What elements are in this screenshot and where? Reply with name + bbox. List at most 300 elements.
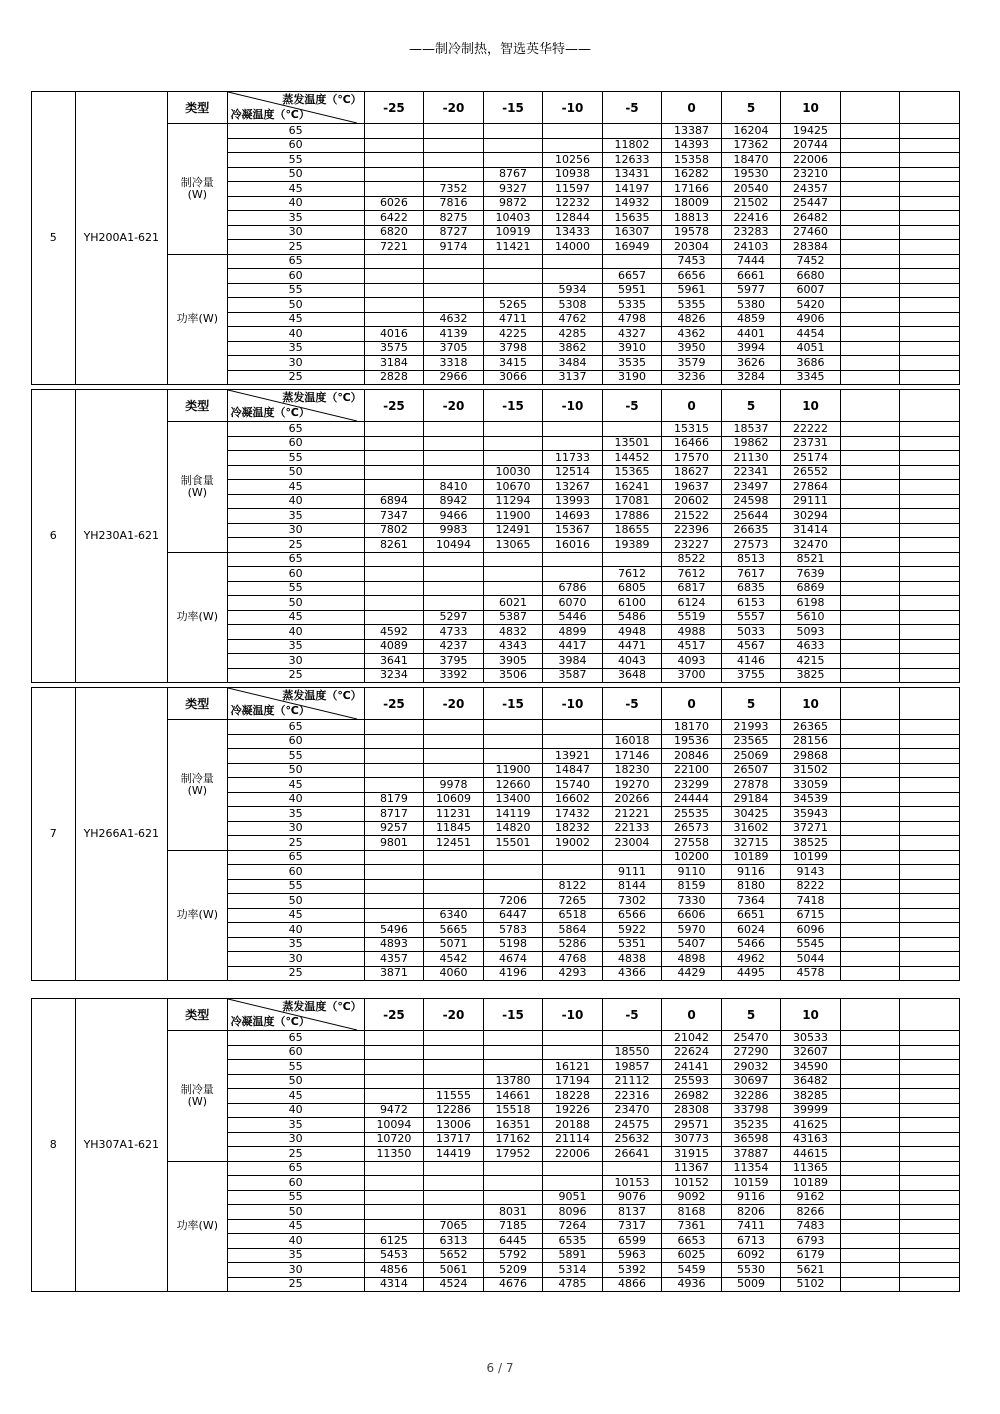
value-cell: 7418 [781,894,841,909]
value-cell: 23565 [721,734,781,749]
value-cell [840,625,900,640]
condensation-temp: 55 [227,451,364,466]
value-cell: 12491 [483,523,543,538]
value-cell [364,138,424,153]
table-row [32,1031,960,1046]
condensation-temp: 25 [227,966,364,981]
value-cell [364,312,424,327]
value-cell: 6786 [543,581,603,596]
value-cell [840,451,900,466]
value-cell [840,1147,900,1162]
value-cell: 9143 [781,865,841,880]
value-cell: 5453 [364,1248,424,1263]
value-cell: 4043 [602,654,662,669]
value-cell [840,269,900,284]
condensation-temp: 45 [227,480,364,495]
value-cell [840,596,900,611]
value-cell: 7330 [662,894,722,909]
value-cell [900,436,960,451]
evaporation-temp-header: -10 [543,390,603,422]
condensation-temp: 60 [227,865,364,880]
value-cell: 8222 [781,879,841,894]
value-cell: 5977 [721,283,781,298]
value-cell: 3484 [543,356,603,371]
value-cell: 9472 [364,1103,424,1118]
value-cell: 4196 [483,966,543,981]
value-cell: 8727 [424,225,484,240]
value-cell: 24575 [602,1118,662,1133]
value-cell: 5297 [424,610,484,625]
value-cell: 22006 [543,1147,603,1162]
value-cell [900,422,960,437]
condensation-temp: 55 [227,879,364,894]
value-cell [364,298,424,313]
value-cell: 4495 [721,966,781,981]
value-cell: 4429 [662,966,722,981]
value-cell: 6713 [721,1234,781,1249]
value-cell: 6024 [721,923,781,938]
value-cell [364,465,424,480]
evaporation-temp-header [840,688,900,720]
condensation-temp: 65 [227,124,364,139]
value-cell: 14661 [483,1089,543,1104]
value-cell: 24444 [662,792,722,807]
value-cell [364,167,424,182]
table-row [32,850,960,865]
evaporation-temp-label: 蒸发温度（℃） [282,1000,362,1013]
value-cell: 7206 [483,894,543,909]
value-cell [900,1060,960,1075]
value-cell: 8513 [721,552,781,567]
value-cell: 3795 [424,654,484,669]
value-cell: 4733 [424,625,484,640]
value-cell [900,625,960,640]
value-cell: 5407 [662,937,722,952]
value-cell: 5314 [543,1263,603,1278]
value-cell: 12286 [424,1103,484,1118]
condensation-temp: 45 [227,908,364,923]
value-cell: 6179 [781,1248,841,1263]
value-cell: 5530 [721,1263,781,1278]
value-cell: 5355 [662,298,722,313]
evaporation-temp-header: 5 [721,390,781,422]
value-cell: 6805 [602,581,662,596]
value-cell [840,654,900,669]
value-cell: 37887 [721,1147,781,1162]
value-cell: 27460 [781,225,841,240]
evaporation-temp-header: -20 [424,999,484,1031]
value-cell: 17162 [483,1132,543,1147]
value-cell: 25644 [721,509,781,524]
value-cell [364,436,424,451]
value-cell [424,283,484,298]
evaporation-temp-header: 0 [662,688,722,720]
value-cell: 3345 [781,370,841,385]
value-cell [840,124,900,139]
value-cell [900,821,960,836]
value-cell: 4366 [602,966,662,981]
value-cell [840,370,900,385]
value-cell [900,124,960,139]
temperature-diagonal-header [227,390,364,422]
value-cell: 23497 [721,480,781,495]
value-cell: 7221 [364,240,424,255]
value-cell: 27290 [721,1045,781,1060]
type-header: 类型 [168,688,228,720]
value-cell [602,850,662,865]
value-cell: 15635 [602,211,662,226]
block-label-text: 制冷量 (W) [180,175,214,201]
value-cell: 22222 [781,422,841,437]
type-header: 类型 [168,92,228,124]
value-cell: 28384 [781,240,841,255]
value-cell [900,581,960,596]
value-cell: 32470 [781,538,841,553]
value-cell [364,1045,424,1060]
value-cell: 13387 [662,124,722,139]
value-cell: 19637 [662,480,722,495]
value-cell: 5951 [602,283,662,298]
value-cell [900,1132,960,1147]
value-cell [424,465,484,480]
value-cell: 3392 [424,668,484,683]
block-type-label: 功率(W) [168,254,228,385]
value-cell [900,298,960,313]
value-cell: 23210 [781,167,841,182]
value-cell [840,1190,900,1205]
value-cell: 9111 [602,865,662,880]
value-cell [840,1103,900,1118]
value-cell: 4768 [543,952,603,967]
value-cell: 7364 [721,894,781,909]
value-cell [543,1031,603,1046]
value-cell [424,436,484,451]
value-cell [840,1031,900,1046]
value-cell: 4866 [602,1277,662,1292]
value-cell [543,1045,603,1060]
value-cell: 34539 [781,792,841,807]
value-cell: 9466 [424,509,484,524]
value-cell: 5665 [424,923,484,938]
value-cell [424,1074,484,1089]
evaporation-temp-header: 0 [662,92,722,124]
value-cell [364,153,424,168]
value-cell: 5459 [662,1263,722,1278]
type-header: 类型 [168,999,228,1031]
value-cell: 5891 [543,1248,603,1263]
value-cell: 6124 [662,596,722,611]
condensation-temp: 35 [227,1118,364,1133]
value-cell: 3825 [781,668,841,683]
condensation-temp: 55 [227,153,364,168]
value-cell: 22416 [721,211,781,226]
value-cell: 7483 [781,1219,841,1234]
value-cell: 26482 [781,211,841,226]
block-label-text: 制冷量 (W) [180,771,214,797]
value-cell [900,182,960,197]
condensation-temp: 50 [227,1074,364,1089]
condensation-temp: 35 [227,509,364,524]
value-cell: 5652 [424,1248,484,1263]
value-cell: 19002 [543,836,603,851]
value-cell: 10094 [364,1118,424,1133]
value-cell: 12451 [424,836,484,851]
value-cell: 3535 [602,356,662,371]
value-cell: 8410 [424,480,484,495]
value-cell [840,879,900,894]
value-cell: 18627 [662,465,722,480]
value-cell: 6445 [483,1234,543,1249]
value-cell: 19862 [721,436,781,451]
value-cell: 16466 [662,436,722,451]
value-cell: 24357 [781,182,841,197]
value-cell: 8031 [483,1205,543,1220]
value-cell [840,1118,900,1133]
value-cell: 12514 [543,465,603,480]
value-cell [483,1060,543,1075]
value-cell: 10189 [781,1176,841,1191]
value-cell: 17886 [602,509,662,524]
value-cell [900,196,960,211]
value-cell [424,763,484,778]
value-cell [424,894,484,909]
condensation-temp: 50 [227,1205,364,1220]
value-cell [840,937,900,952]
value-cell: 6535 [543,1234,603,1249]
value-cell [900,283,960,298]
value-cell: 4826 [662,312,722,327]
condensation-temp: 55 [227,581,364,596]
value-cell: 14693 [543,509,603,524]
evaporation-temp-header: -5 [602,92,662,124]
value-cell [900,807,960,822]
value-cell: 6447 [483,908,543,923]
value-cell: 19425 [781,124,841,139]
value-cell: 19536 [662,734,722,749]
value-cell: 39999 [781,1103,841,1118]
value-cell: 11421 [483,240,543,255]
evaporation-temp-header [840,999,900,1031]
value-cell: 32715 [721,836,781,851]
value-cell: 6100 [602,596,662,611]
value-cell: 4898 [662,952,722,967]
value-cell [543,734,603,749]
value-cell [424,1205,484,1220]
value-cell [900,952,960,967]
value-cell [483,850,543,865]
value-cell: 8275 [424,211,484,226]
condensation-temp: 65 [227,850,364,865]
value-cell [840,327,900,342]
value-cell [900,240,960,255]
value-cell: 3415 [483,356,543,371]
value-cell [424,124,484,139]
value-cell: 18537 [721,422,781,437]
value-cell: 8767 [483,167,543,182]
value-cell [424,1045,484,1060]
value-cell [840,240,900,255]
value-cell: 11555 [424,1089,484,1104]
value-cell: 8168 [662,1205,722,1220]
evaporation-temp-header: -20 [424,92,484,124]
value-cell [483,865,543,880]
model-name: YH266A1-621 [75,688,167,981]
value-cell: 5961 [662,283,722,298]
value-cell: 8096 [543,1205,603,1220]
value-cell [364,1176,424,1191]
value-cell [840,182,900,197]
value-cell: 17146 [602,749,662,764]
value-cell [483,879,543,894]
evaporation-temp-header [900,688,960,720]
value-cell [424,153,484,168]
value-cell: 10030 [483,465,543,480]
value-cell: 14000 [543,240,603,255]
value-cell: 8137 [602,1205,662,1220]
value-cell: 5392 [602,1263,662,1278]
value-cell [900,749,960,764]
value-cell: 3984 [543,654,603,669]
condensation-temp: 30 [227,654,364,669]
value-cell: 3579 [662,356,722,371]
value-cell [364,451,424,466]
condensation-temp: 55 [227,283,364,298]
value-cell: 7411 [721,1219,781,1234]
evaporation-temp-header: -10 [543,999,603,1031]
value-cell: 6007 [781,283,841,298]
evaporation-temp-header [840,92,900,124]
model-name: YH230A1-621 [75,390,167,683]
value-cell [364,1060,424,1075]
value-cell: 18550 [602,1045,662,1060]
value-cell [543,422,603,437]
value-cell [424,552,484,567]
value-cell: 10494 [424,538,484,553]
value-cell: 19270 [602,778,662,793]
value-cell [840,138,900,153]
value-cell: 6661 [721,269,781,284]
value-cell: 4225 [483,327,543,342]
value-cell: 41625 [781,1118,841,1133]
value-cell: 4524 [424,1277,484,1292]
value-cell: 17166 [662,182,722,197]
value-cell: 6656 [662,269,722,284]
condensation-temp: 30 [227,225,364,240]
value-cell [364,182,424,197]
value-cell: 5198 [483,937,543,952]
condensation-temp: 60 [227,1045,364,1060]
value-cell: 8144 [602,879,662,894]
value-cell [900,523,960,538]
evaporation-temp-header: 5 [721,688,781,720]
value-cell: 13400 [483,792,543,807]
block-type-label: 功率(W) [168,1161,228,1292]
value-cell: 4401 [721,327,781,342]
evaporation-temp-header [840,390,900,422]
value-cell: 38525 [781,836,841,851]
value-cell [483,1190,543,1205]
value-cell [900,254,960,269]
value-cell [900,341,960,356]
value-cell: 9116 [721,865,781,880]
value-cell: 6422 [364,211,424,226]
value-cell: 19389 [602,538,662,553]
value-cell: 11294 [483,494,543,509]
value-cell: 32286 [721,1089,781,1104]
evaporation-temp-header: -25 [364,999,424,1031]
value-cell [840,668,900,683]
value-cell: 11900 [483,509,543,524]
value-cell: 7185 [483,1219,543,1234]
model-table [31,687,960,981]
value-cell: 7302 [602,894,662,909]
value-cell: 30294 [781,509,841,524]
value-cell: 14119 [483,807,543,822]
value-cell: 5380 [721,298,781,313]
value-cell [424,254,484,269]
condensation-temp: 55 [227,1190,364,1205]
value-cell: 5420 [781,298,841,313]
value-cell: 3318 [424,356,484,371]
value-cell: 4948 [602,625,662,640]
value-cell: 20540 [721,182,781,197]
value-cell: 4856 [364,1263,424,1278]
value-cell: 32607 [781,1045,841,1060]
page-header: ——制冷制热，智选英华特—— [408,42,591,57]
condensation-temp: 35 [227,211,364,226]
value-cell: 4906 [781,312,841,327]
evaporation-temp-header [900,390,960,422]
value-cell [840,1219,900,1234]
value-cell: 6340 [424,908,484,923]
value-cell: 4215 [781,654,841,669]
value-cell: 7065 [424,1219,484,1234]
value-cell: 5351 [602,937,662,952]
page-number: 6 / 7 [486,1361,514,1375]
value-cell: 10720 [364,1132,424,1147]
value-cell: 16121 [543,1060,603,1075]
value-cell: 12660 [483,778,543,793]
value-cell [364,1190,424,1205]
value-cell [840,908,900,923]
value-cell [364,283,424,298]
value-cell [900,1161,960,1176]
value-cell: 5102 [781,1277,841,1292]
value-cell: 22316 [602,1089,662,1104]
value-cell: 29868 [781,749,841,764]
condensation-temp-label: 冷凝温度（℃） [230,704,310,717]
value-cell: 5963 [602,1248,662,1263]
value-cell [543,865,603,880]
value-cell [483,422,543,437]
value-cell: 9076 [602,1190,662,1205]
value-cell [840,211,900,226]
value-cell [424,749,484,764]
value-cell [364,124,424,139]
condensation-temp: 25 [227,668,364,683]
value-cell [840,480,900,495]
value-cell: 22396 [662,523,722,538]
value-cell [840,341,900,356]
value-cell [900,937,960,952]
evaporation-temp-header: 0 [662,999,722,1031]
condensation-temp: 25 [227,538,364,553]
value-cell: 14820 [483,821,543,836]
value-cell [840,821,900,836]
value-cell: 3798 [483,341,543,356]
value-cell [424,581,484,596]
value-cell: 12844 [543,211,603,226]
